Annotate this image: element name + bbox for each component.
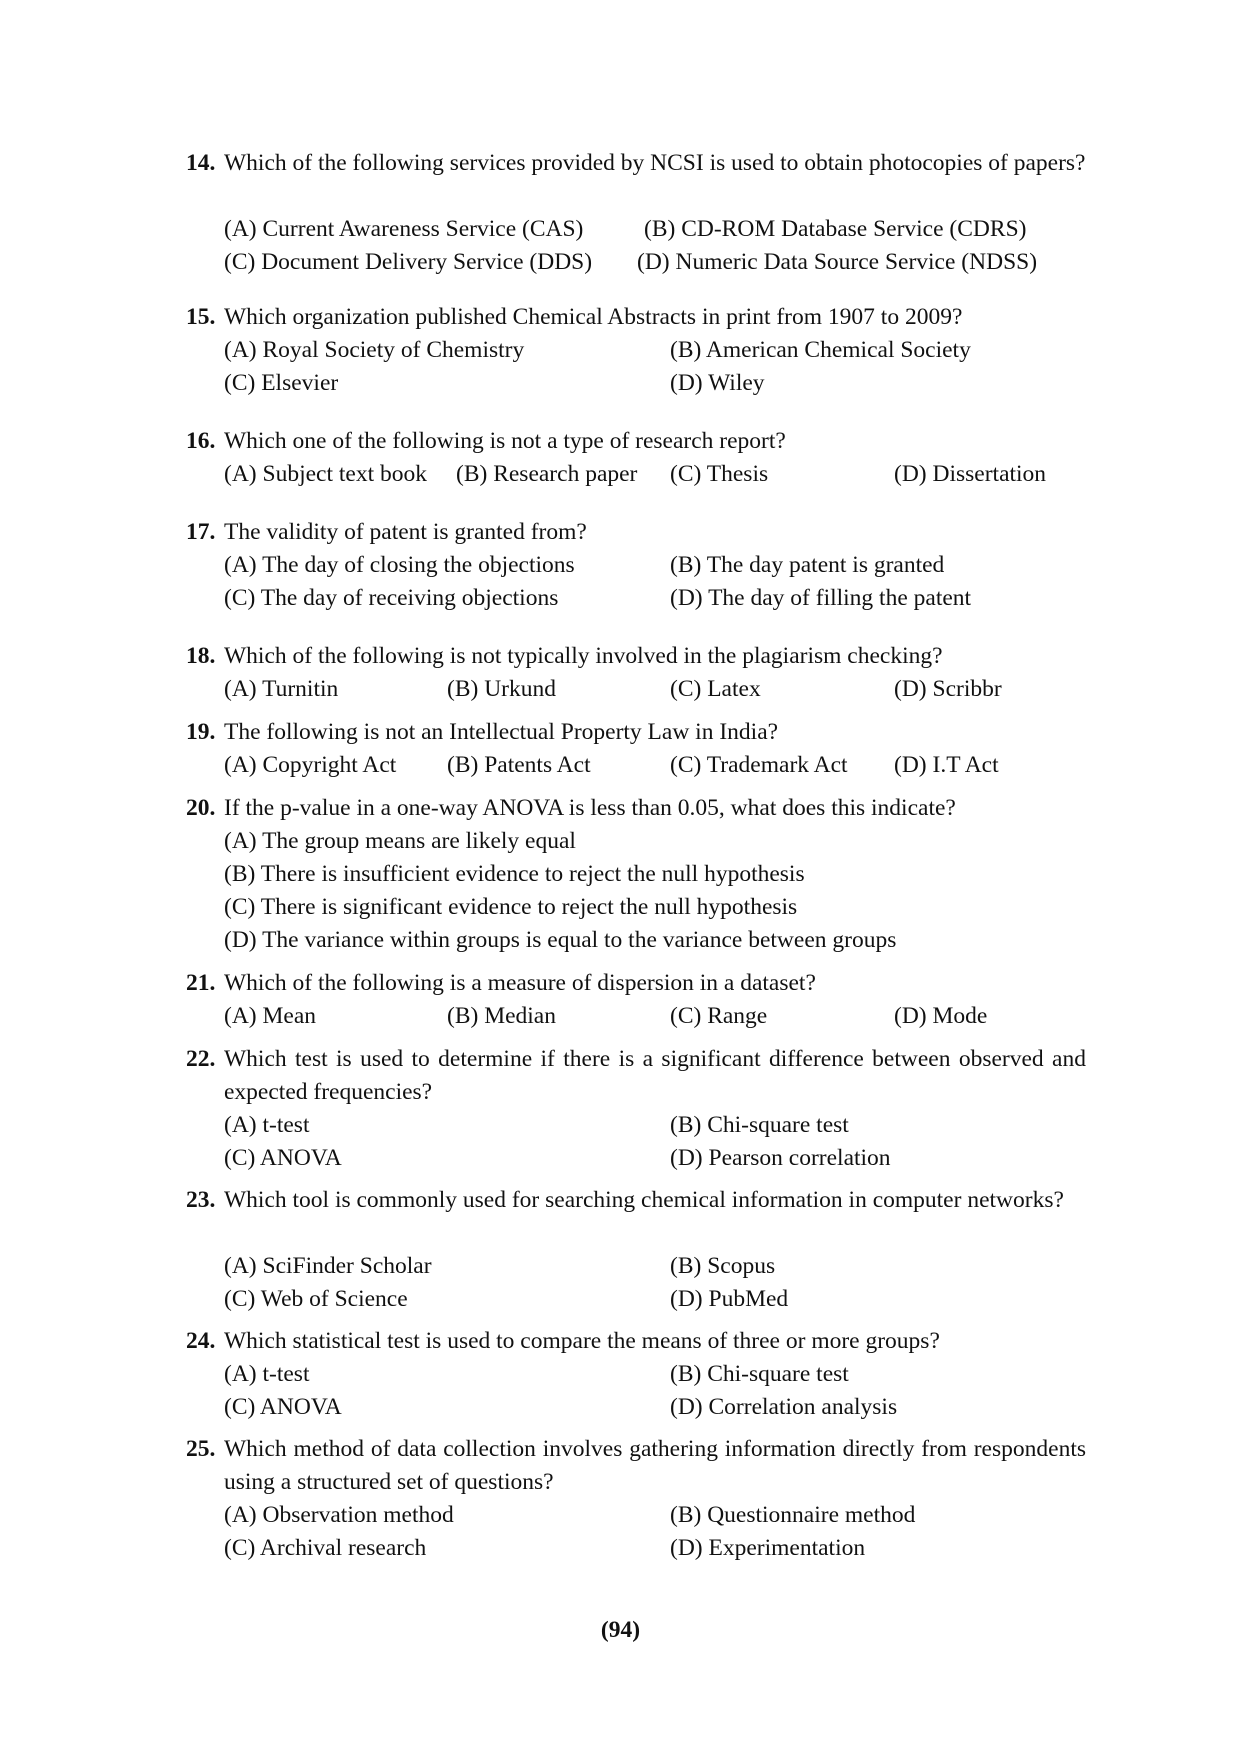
option-a: (A) Royal Society of Chemistry	[224, 337, 525, 363]
question-number: 17.	[186, 519, 216, 545]
option-d: (D) Dissertation	[894, 461, 1047, 487]
question-number: 20.	[186, 795, 216, 821]
option-d: (D) Numeric Data Source Service (NDSS)	[637, 249, 1038, 275]
question-stem: Which tool is commonly used for searching chemical information in computer networks?	[224, 1187, 1064, 1213]
question-20	[186, 792, 1086, 953]
question-number: 16.	[186, 428, 216, 454]
option-b: (B) Median	[447, 1003, 556, 1029]
option-c: (C) Latex	[670, 676, 761, 702]
question-number: 14.	[186, 150, 216, 176]
option-a: (A) Copyright Act	[224, 752, 397, 778]
question-stem: Which statistical test is used to compare the means of three or more groups?	[224, 1328, 940, 1354]
option-a: (A) The day of closing the objections	[224, 552, 575, 578]
option-a: (A) Mean	[224, 1003, 317, 1029]
option-d: (D) The variance within groups is equal to the variance between groups	[224, 927, 897, 953]
question-number: 21.	[186, 970, 216, 996]
option-c: (C) There is significant evidence to reject the null hypothesis	[224, 894, 798, 920]
question-24	[186, 1325, 1086, 1420]
question-22	[186, 1043, 1086, 1171]
option-b: (B) There is insufficient evidence to reject the null hypothesis	[224, 861, 805, 887]
option-c: (C) Document Delivery Service (DDS)	[224, 249, 593, 275]
question-25	[186, 1433, 1086, 1561]
question-stem: Which organization published Chemical Abstracts in print from 1907 to 2009?	[224, 304, 963, 330]
option-c: (C) ANOVA	[224, 1394, 342, 1420]
option-c: (C) ANOVA	[224, 1145, 342, 1171]
option-c: (C) Elsevier	[224, 370, 339, 396]
question-14	[186, 147, 1086, 275]
option-d: (D) I.T Act	[894, 752, 999, 778]
option-c: (C) The day of receiving objections	[224, 585, 559, 611]
option-c: (C) Thesis	[670, 461, 769, 487]
option-b: (B) Research paper	[456, 461, 638, 487]
question-stem: Which method of data collection involves gathering information directly from respondents using a structured set of questions?	[224, 1436, 1086, 1495]
option-b: (B) Chi-square test	[670, 1361, 849, 1387]
option-a: (A) Subject text book	[224, 461, 427, 487]
question-stem: If the p-value in a one-way ANOVA is less than 0.05, what does this indicate?	[224, 795, 956, 821]
option-b: (B) American Chemical Society	[670, 337, 971, 363]
option-d: (D) Pearson correlation	[670, 1145, 891, 1171]
option-a: (A) Current Awareness Service (CAS)	[224, 216, 584, 242]
question-stem: The validity of patent is granted from?	[224, 519, 587, 545]
option-c: (C) Trademark Act	[670, 752, 848, 778]
question-16	[186, 425, 1086, 487]
option-b: (B) Chi-square test	[670, 1112, 849, 1138]
option-a: (A) SciFinder Scholar	[224, 1253, 432, 1279]
option-d: (D) Scribbr	[894, 676, 1002, 702]
question-stem: Which test is used to determine if there is a significant difference between observed and expected frequencies?	[224, 1046, 1086, 1105]
question-18	[186, 640, 1086, 702]
option-d: (D) Mode	[894, 1003, 988, 1029]
question-stem: The following is not an Intellectual Property Law in India?	[224, 719, 779, 745]
option-c: (C) Range	[670, 1003, 768, 1029]
question-21	[186, 967, 1086, 1029]
question-number: 18.	[186, 643, 216, 669]
option-c: (C) Web of Science	[224, 1286, 408, 1312]
question-19	[186, 716, 1086, 778]
question-stem: Which of the following services provided by NCSI is used to obtain photocopies of papers?	[224, 150, 1086, 176]
option-d: (D) Wiley	[670, 370, 765, 396]
option-b: (B) Questionnaire method	[670, 1502, 916, 1528]
question-stem: Which of the following is a measure of dispersion in a dataset?	[224, 970, 816, 996]
option-b: (B) Urkund	[447, 676, 556, 702]
option-a: (A) The group means are likely equal	[224, 828, 576, 854]
option-d: (D) PubMed	[670, 1286, 789, 1312]
question-23	[186, 1184, 1086, 1312]
option-c: (C) Archival research	[224, 1535, 427, 1561]
option-d: (D) Correlation analysis	[670, 1394, 898, 1420]
option-a: (A) Turnitin	[224, 676, 339, 702]
option-b: (B) Patents Act	[447, 752, 591, 778]
question-number: 15.	[186, 304, 216, 330]
question-number: 22.	[186, 1046, 216, 1072]
option-a: (A) t-test	[224, 1361, 310, 1387]
question-17	[186, 516, 1086, 611]
question-number: 19.	[186, 719, 216, 745]
option-d: (D) Experimentation	[670, 1535, 866, 1561]
option-b: (B) CD-ROM Database Service (CDRS)	[644, 216, 1027, 242]
question-stem: Which one of the following is not a type of research report?	[224, 428, 786, 454]
question-number: 23.	[186, 1187, 216, 1213]
option-b: (B) Scopus	[670, 1253, 776, 1279]
question-15	[186, 301, 1086, 396]
question-number: 24.	[186, 1328, 216, 1354]
option-b: (B) The day patent is granted	[670, 552, 945, 578]
question-number: 25.	[186, 1436, 216, 1462]
option-d: (D) The day of filling the patent	[670, 585, 972, 611]
page-number: (94)	[600, 1617, 641, 1643]
question-stem: Which of the following is not typically involved in the plagiarism checking?	[224, 643, 943, 669]
option-a: (A) Observation method	[224, 1502, 454, 1528]
option-a: (A) t-test	[224, 1112, 310, 1138]
